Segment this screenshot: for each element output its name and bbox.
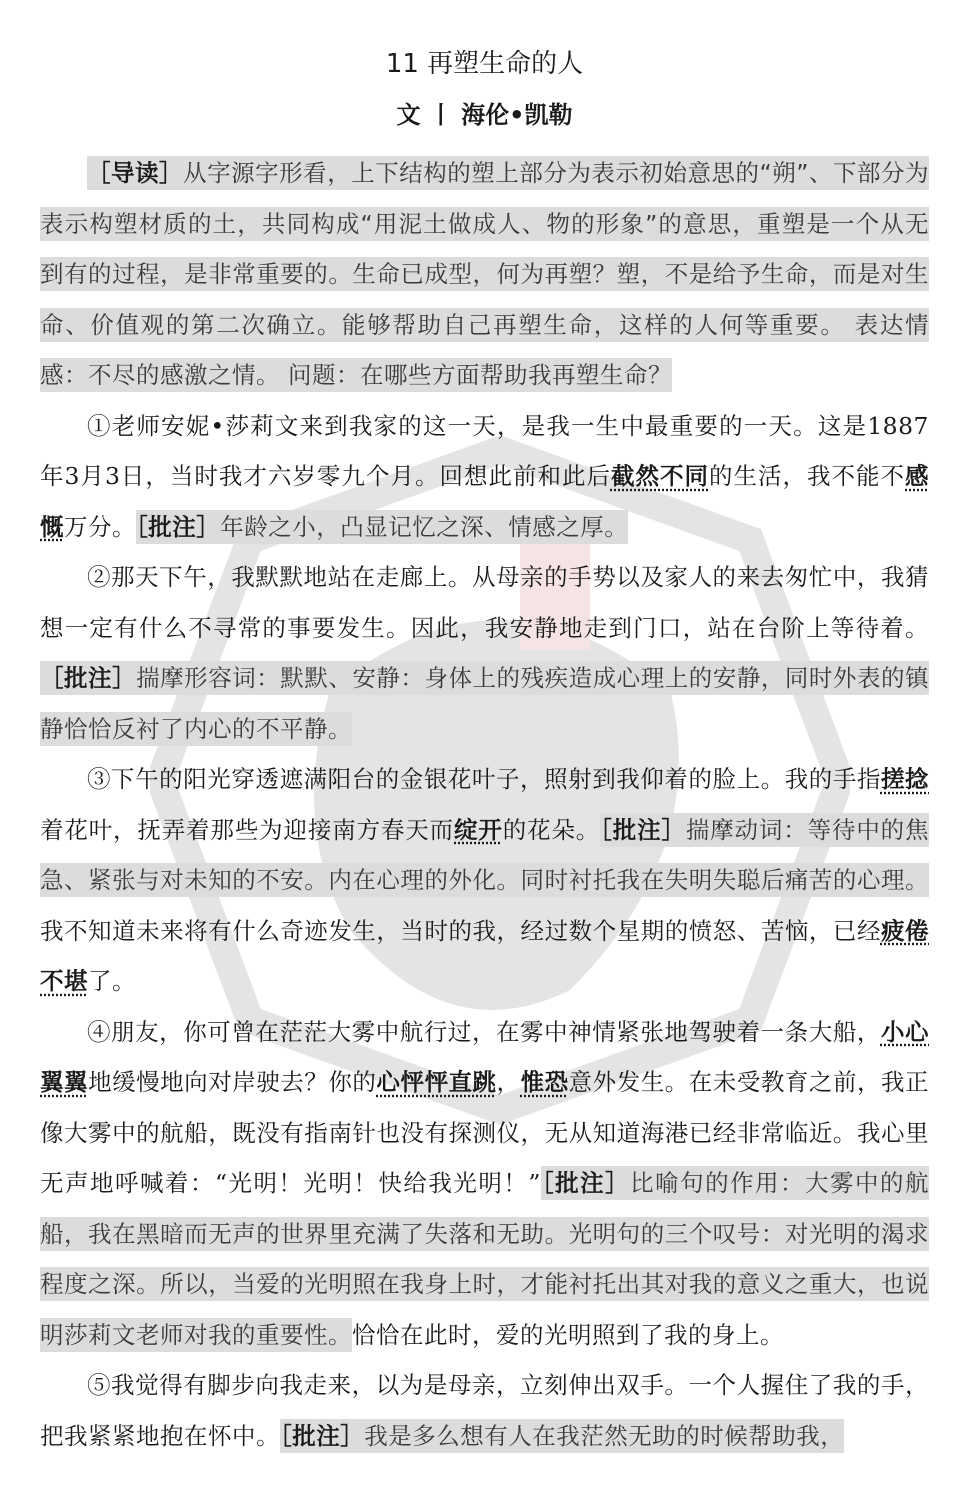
p1-annotation-tag: ［批注］ — [136, 512, 221, 541]
p3-keyword-1: 搓捻 — [880, 765, 930, 793]
p3-annotation: 揣摩动词：等待中的焦急、紧张与对未知的不安。内在心理的外化。同时衬托我在失明失聪后痛苦的心理。 — [40, 815, 930, 894]
p1-text-b: 的生活，我不能不 — [708, 462, 906, 490]
p4-text-b: 地缓慢地向对岸驶去？你的 — [88, 1068, 377, 1096]
paragraph-3 — [40, 754, 929, 1007]
p2-annotation: 揣摩形容词：默默、安静：身体上的残疾造成心理上的安静，同时外表的镇静恰恰反衬了内心的不平静。 — [40, 664, 930, 743]
p3-text-c: 的花朵。 — [502, 815, 601, 844]
p3-keyword-3: 疲倦不堪 — [40, 916, 930, 995]
p4-keyword-3: 惟恐 — [520, 1068, 569, 1096]
p2-annotation-tag: ［批注］ — [40, 664, 137, 692]
p5-annotation: 我是多么想有人在我茫然无助的时候帮助我， — [364, 1421, 845, 1450]
intro-tag: ［导读］ — [87, 159, 184, 187]
p2-text: ②那天下午，我默默地站在走廊上。从母亲的手势以及家人的来去匆忙中，我猜想一定有什么不寻常的事要发生。因此，我安静地走到门口，站在台阶上等待着。 — [40, 563, 929, 642]
p3-text-e: 了。 — [88, 967, 136, 995]
p5-text: ⑤我觉得有脚步向我走来，以为是母亲，立刻伸出双手。一个人握住了我的手，把我紧紧地抱在怀中。 — [40, 1371, 929, 1450]
document-title: 11 再塑生命的人 — [385, 49, 584, 79]
p3-text-a: ③下午的阳光穿透遮满阳台的金银花叶子，照射到我仰着的脸上。我的手指 — [87, 765, 881, 793]
p1-text-c: 万分。 — [64, 512, 136, 541]
p4-keyword-1: 小心翼翼 — [40, 1017, 930, 1096]
p4-text-d: 意外发生。在未受教育之前，我正像大雾中的航船，既没有指南针也没有探测仪，无从知道海港已经非常临近。我心里无声地呼喊着：“光明！光明！快给我光明！” — [40, 1068, 930, 1197]
p4-text-a: ④朋友，你可曾在茫茫大雾中航行过，在雾中神情紧张地驾驶着一条大船， — [87, 1017, 881, 1046]
p4-text-c: ， — [496, 1068, 521, 1096]
p5-annotation-tag: ［批注］ — [280, 1421, 365, 1450]
p4-text-e: 恰恰在此时，爱的光明照到了我的身上。 — [352, 1320, 784, 1349]
p4-annotation: 比喻句的作用：大雾中的航船，我在黑暗而无声的世界里充满了失落和无助。光明句的三个叹号：对光明的渴求程度之深。所以，当爱的光明照在我身上时，才能衬托出其对我的意义之重大，也说明莎莉文老师对我的重要性。 — [40, 1169, 930, 1349]
p1-text-a: ①老师安妮•莎莉文来到我家的这一天，是我一生中最重要的一天。这是1887年3月3日，当时我才六岁零九个月。回想此前和此后 — [40, 411, 929, 490]
paragraph-4 — [40, 1007, 929, 1361]
paragraph-2 — [40, 552, 929, 754]
p3-annotation-tag: ［批注］ — [600, 815, 686, 844]
p1-keyword-2: 感慨 — [40, 462, 930, 541]
p4-keyword-2: 心怦怦直跳 — [376, 1068, 497, 1096]
p3-text-b: 着花叶，抚弄着那些为迎接南方春天而 — [40, 815, 455, 844]
paragraph-5 — [40, 1360, 929, 1461]
p3-keyword-2: 绽开 — [454, 815, 503, 844]
p1-keyword-1: 截然不同 — [610, 462, 709, 490]
p3-text-d: 我不知道未来将有什么奇迹发生，当时的我，经过数个星期的愤怒、苦恼，已经 — [40, 916, 881, 945]
p1-annotation: 年龄之小，凸显记忆之深、情感之厚。 — [220, 512, 629, 541]
paragraph-1 — [40, 401, 929, 553]
intro-text: 从字源字形看，上下结构的塑上部分为表示初始意思的“朔”、下部分为表示构塑材质的土，共同构成“用泥土做成人、物的形象”的意思，重塑是一个从无到有的过程，是非常重要的。生命已成型，何为再塑？塑，不是给予生命，而是对生命、价值观的第二次确立。能够帮助自己再塑生命，这样的人何等重要。 表达情感：不尽的感激之情。 问题：在哪些方面帮助我再塑生命？ — [40, 159, 929, 389]
byline: 文 丨 海伦•凯勒 — [396, 101, 573, 129]
p4-annotation-tag: ［批注］ — [540, 1169, 631, 1197]
intro-paragraph — [40, 148, 929, 401]
